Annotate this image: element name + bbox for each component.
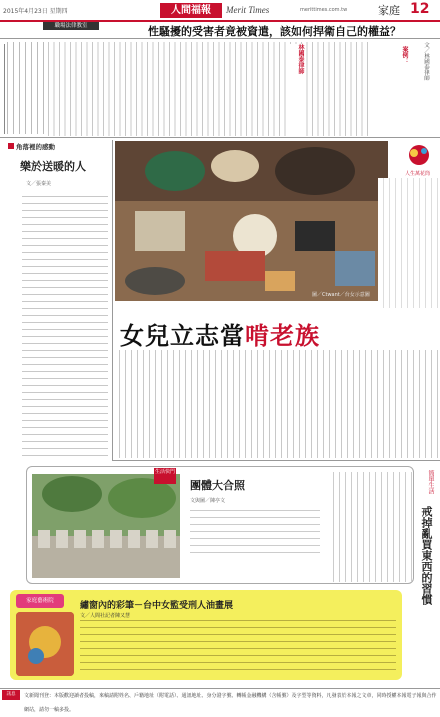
feature-title-main: 女兒立志當: [120, 321, 245, 350]
photo-caption: 圖／Ctwant／台女示意圖: [312, 292, 370, 298]
life-badge: 生活快門: [154, 468, 176, 484]
divider: [0, 137, 440, 138]
footer-notice: 文新聞刊登：本版歡迎讀者投稿，來稿請附姓名、戶籍地址（附電話）、通訊地址、身分證字號、轉帳金融機構（含帳號）及字型等資料，凡發表於本報之文章，同時授權本報電子報與合作網站，請勿一稿多投。: [0, 688, 440, 702]
issue-date: 2015年4月23日 星期四: [3, 8, 68, 15]
section-name: 家庭: [378, 4, 400, 17]
site-url[interactable]: merittimes.com.tw: [300, 7, 348, 13]
photo-feature-byline: 文與圖／陳亭文: [190, 498, 226, 504]
article-body-text: [48, 42, 368, 136]
case-label: 案例：: [401, 46, 408, 64]
corner-tag-label: 人生萬花筒: [405, 171, 431, 177]
page-number: 12: [410, 1, 430, 17]
exhibit-photo: [16, 612, 74, 676]
divider: [112, 460, 440, 461]
photo-feature-text: [190, 510, 320, 556]
group-photo: [32, 474, 180, 578]
feature-body-text: [116, 350, 438, 458]
footer-tag: 訊息: [2, 690, 20, 700]
feature-title: [120, 316, 320, 351]
side-quote: [378, 178, 438, 308]
lawyer-subhead: 林國泰律師: [297, 44, 304, 74]
column-tag: 職場法律教室: [43, 22, 99, 30]
right-section: 簡單生活: [427, 470, 434, 494]
newspaper-logo: 人間福報: [160, 3, 222, 18]
exhibit-title: 繡窗內的彩筆－台中女監受刑人油畫展: [80, 601, 234, 611]
sidebar-info-text: [6, 42, 44, 134]
right-article-text: [330, 472, 412, 582]
section-tag-dot: [8, 143, 14, 149]
newspaper-logo-en: Merit Times: [226, 5, 270, 15]
divider: [0, 38, 440, 39]
feature-photo: [115, 141, 388, 301]
top-headline: 性騷擾的受害者竟被資遣，該如何捍衛自己的權益？: [148, 25, 401, 38]
exhibit-byline: 文／人間社記者陳又慧: [80, 613, 131, 619]
photo-feature-title: 團體大合照: [190, 479, 245, 492]
top-story-author: 文／林國泰律師: [423, 42, 429, 81]
left-story-text: [22, 196, 108, 458]
divider: [112, 140, 113, 460]
left-story-title: 樂於送暖的人: [20, 160, 86, 173]
exhibit-text: [80, 620, 396, 676]
feature-title-highlight: 啃老族: [245, 321, 320, 350]
left-story-byline: 文／張秦美: [26, 181, 52, 187]
right-title: 戒掉亂買東西的習慣: [420, 506, 433, 605]
art-badge: 家庭藝術院: [16, 594, 64, 608]
section-tag: 角落裡的感動: [16, 143, 55, 151]
